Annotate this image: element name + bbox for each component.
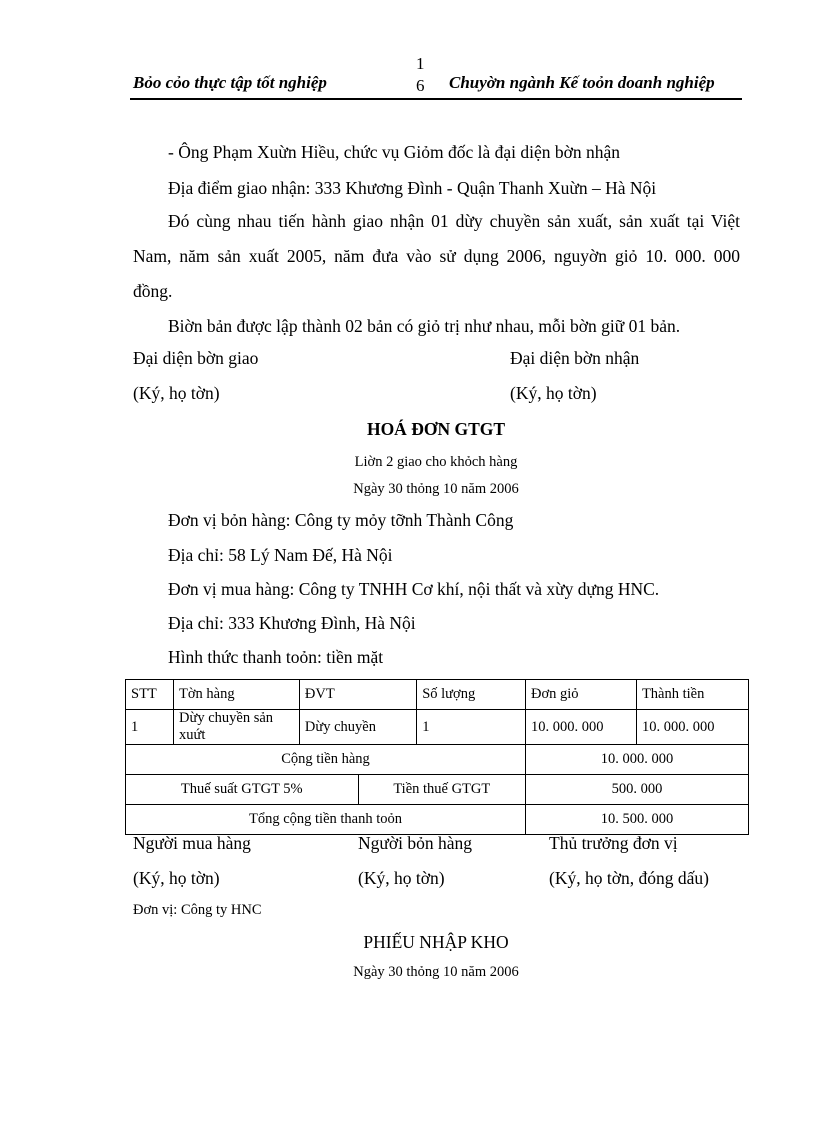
subtotal-row: [126, 745, 749, 775]
tax-value: 500. 000: [526, 775, 749, 805]
header-cell-unit: ĐVT: [299, 680, 416, 710]
sign-left-note: (Ký, họ tờn): [133, 383, 220, 403]
header-rule: [130, 98, 742, 100]
buyer-address: Địa chỉ: 333 Khương Đình, Hà Nội: [168, 613, 416, 633]
header-cell-quantity: Số lượng: [417, 680, 526, 710]
invoice-copy-note: Liờn 2 giao cho khỏch hàng: [354, 454, 518, 470]
subtotal-label: Cộng tiền hàng: [126, 745, 526, 775]
total-label: Tổng cộng tiền thanh toỏn: [126, 805, 526, 835]
invoice-date: Ngày 30 thỏng 10 năm 2006: [353, 481, 519, 497]
total-value: 10. 500. 000: [526, 805, 749, 835]
header-left-title: Bỏo cỏo thực tập tốt nghiệp: [133, 73, 327, 92]
receipt-title: PHIẾU NHẬP KHO: [363, 932, 509, 952]
header-cell-unit-price: Đơn giỏ: [526, 680, 637, 710]
location-line: Địa điểm giao nhận: 333 Khương Đình - Quận Thanh Xuừn – Hà Nội: [168, 178, 657, 198]
table-row: [126, 710, 749, 745]
seller-signer-title: Người bỏn hàng: [358, 833, 473, 853]
copies-statement: Biờn bản được lập thành 02 bản có giỏ trị như nhau, mỗi bờn giữ 01 bản.: [168, 316, 681, 336]
header-cell-amount: Thành tiền: [636, 680, 748, 710]
cell-amount: 10. 000. 000: [636, 710, 748, 745]
tax-rate-label: Thuế suất GTGT 5%: [126, 775, 359, 805]
seller-unit: Đơn vị bỏn hàng: Công ty mỏy tỡnh Thành Công: [168, 510, 514, 530]
total-row: [126, 805, 749, 835]
cell-quantity: 1: [417, 710, 526, 745]
payment-method: Hình thức thanh toỏn: tiền mặt: [168, 647, 384, 667]
seller-signer-note: (Ký, họ tờn): [358, 868, 445, 888]
head-signer-note: (Ký, họ tờn, đóng dấu): [549, 868, 709, 888]
buyer-signer-note: (Ký, họ tờn): [133, 868, 220, 888]
buyer-signer-title: Người mua hàng: [133, 833, 251, 853]
handover-paragraph-line-2: Nam, năm sản xuất 2005, năm đưa vào sử dụng 2006, nguyờn giỏ 10. 000. 000: [133, 246, 740, 266]
invoice-table: [125, 679, 749, 835]
tax-amount-label: Tiền thuế GTGT: [358, 775, 525, 805]
cell-unit: Dừy chuyền: [299, 710, 416, 745]
cell-item-name: Dừy chuyền sản xuứt: [174, 710, 300, 745]
buyer-unit: Đơn vị mua hàng: Công ty TNHH Cơ khí, nội thất và xừy dựng HNC.: [168, 579, 660, 599]
sign-right-title: Đại diện bờn nhận: [510, 348, 640, 368]
header-right-title: Chuyờn ngành Kế toỏn doanh nghiệp: [449, 73, 715, 92]
receipt-unit: Đơn vị: Công ty HNC: [133, 902, 262, 918]
invoice-title: HOÁ ĐƠN GTGT: [366, 419, 506, 439]
receipt-date: Ngày 30 thỏng 10 năm 2006: [353, 964, 519, 980]
subtotal-value: 10. 000. 000: [526, 745, 749, 775]
page-number-top: 1: [416, 54, 425, 73]
representative-line: - Ông Phạm Xuừn Hiều, chức vụ Giỏm đốc là đại diện bờn nhận: [168, 142, 621, 162]
head-signer-title: Thủ trưởng đơn vị: [549, 833, 678, 853]
sign-right-note: (Ký, họ tờn): [510, 383, 597, 403]
header-cell-item-name: Tờn hàng: [174, 680, 300, 710]
page-number-bottom: 6: [416, 76, 425, 95]
cell-stt: 1: [126, 710, 174, 745]
tax-row: [126, 775, 749, 805]
seller-address: Địa chỉ: 58 Lý Nam Đế, Hà Nội: [168, 545, 393, 565]
cell-unit-price: 10. 000. 000: [526, 710, 637, 745]
header-cell-stt: STT: [126, 680, 174, 710]
handover-paragraph-line-1: Đó cùng nhau tiến hành giao nhận 01 dừy chuyền sản xuất, sản xuất tại Việt: [168, 211, 740, 231]
sign-left-title: Đại diện bờn giao: [133, 348, 259, 368]
handover-paragraph-line-3: đồng.: [133, 281, 173, 301]
table-header-row: [126, 680, 749, 710]
